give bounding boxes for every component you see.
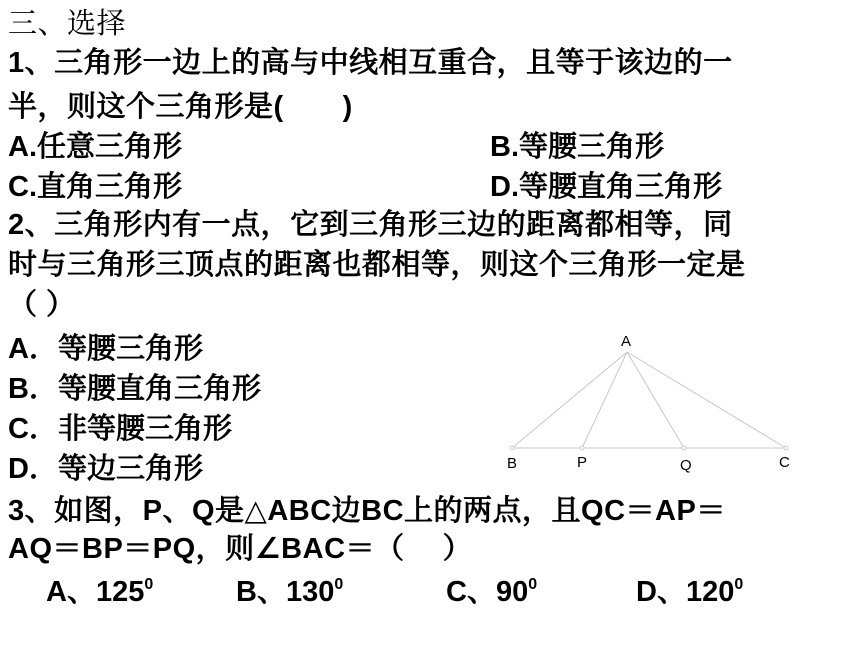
question-3-answer-d: D、$120^0$ [636,576,744,608]
question-2-line-3: （ ） [8,289,76,321]
question-1-option-b: B.等腰三角形 [490,131,665,163]
question-1-option-c: C.直角三角形 [8,171,183,203]
degree-mark: 0 [144,576,154,593]
label-q: Q [680,457,692,474]
question-2-option-a: A．等腰三角形 [8,333,203,365]
segment-ac [627,352,786,448]
point-p [580,446,584,450]
point-c [784,446,788,450]
question-1-option-d: D.等腰直角三角形 [490,171,723,203]
segment-aq [627,352,684,448]
question-3-answer-a: A、$125^0$ [46,576,154,608]
degree-mark: 0 [734,576,744,593]
question-2-option-b: B．等腰直角三角形 [8,373,261,405]
segment-ap [582,352,627,448]
degree-mark: 0 [334,576,344,593]
question-2-line-1: 2、三角形内有一点，它到三角形三边的距离都相等，同 [8,209,733,241]
degree-mark: 0 [528,576,538,593]
label-c: C [779,454,790,471]
question-3-answer-c: C、$90^0$ [446,576,538,608]
question-1-line-2: 半，则这个三角形是( ) [8,91,353,123]
point-b [510,446,514,450]
label-b: B [507,455,518,472]
question-1-option-a: A.任意三角形 [8,131,183,163]
point-q [682,446,686,450]
question-2-option-c: C．非等腰三角形 [8,413,232,445]
triangle-lines [512,352,786,448]
question-3-line-1: 3、如图，P、Q是△ABC边BC上的两点，且QC＝AP＝ [8,495,726,527]
segment-ab [512,352,627,448]
label-p: P [577,454,588,471]
triangle-figure [500,322,800,482]
question-3-line-2: AQ＝BP＝PQ，则∠BAC＝（ ） [8,533,473,565]
label-a: A [621,333,632,350]
question-2-line-2: 时与三角形三顶点的距离也都相等，则这个三角形一定是 [8,249,746,281]
question-3-answer-b: B、$130^0$ [236,576,344,608]
section-title: 三、选择 [8,6,127,40]
question-2-option-d: D．等边三角形 [8,453,203,485]
question-1-line-1: 1、三角形一边上的高与中线相互重合，且等于该边的一 [8,47,733,79]
